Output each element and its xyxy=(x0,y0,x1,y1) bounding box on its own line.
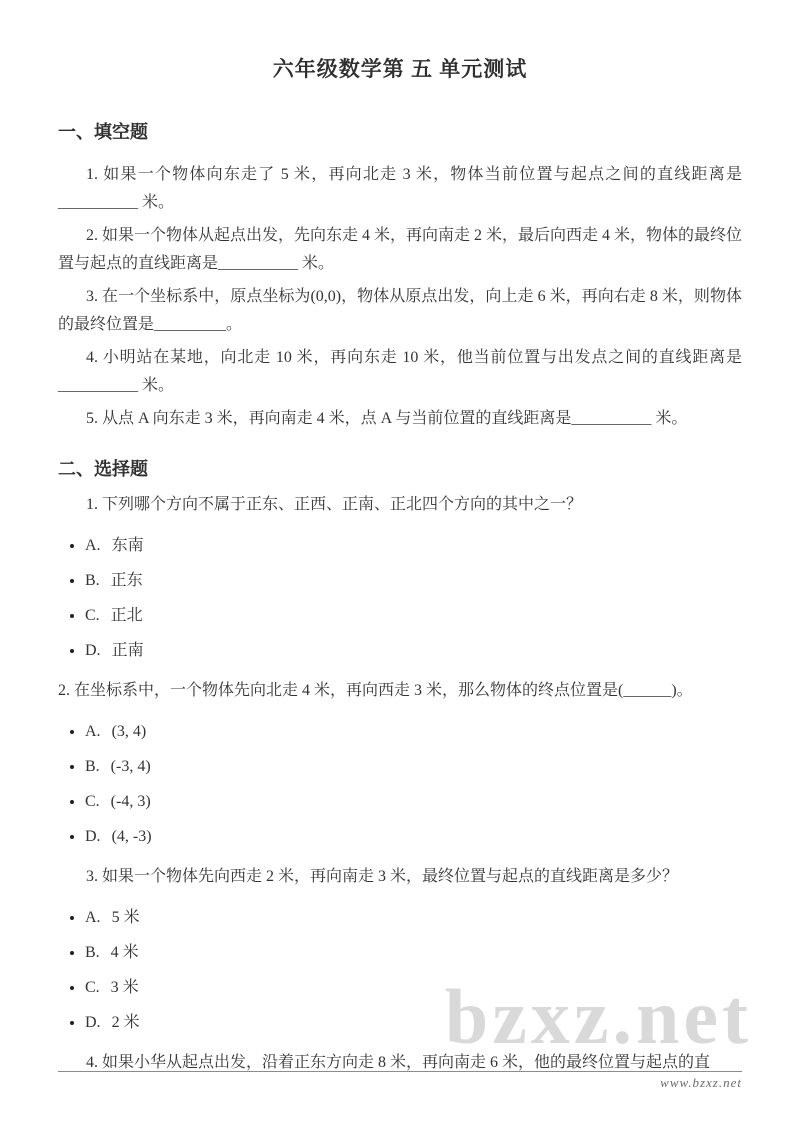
option-text: 正北 xyxy=(110,607,143,624)
option-text: 2 米 xyxy=(111,1014,140,1031)
choice-question-2-options xyxy=(58,714,742,854)
choice-question-3 xyxy=(58,863,742,891)
option-text: (3, 4) xyxy=(111,723,147,740)
option-item xyxy=(85,563,742,598)
option-text: 3 米 xyxy=(110,979,139,996)
question-text: 1. 如果一个物体向东走了 5 米，再向北走 3 米，物体当前位置与起点之间的直线距离是 xyxy=(86,166,742,183)
option-label: D. xyxy=(85,828,101,845)
option-text: (-4, 3) xyxy=(110,793,151,810)
question-text: 2. 在坐标系中，一个物体先向北走 4 米，再向西走 3 米，那么物体的终点位置是( xyxy=(58,682,624,699)
document-content xyxy=(0,54,800,1077)
answer-blank: __________ xyxy=(58,194,138,211)
option-item xyxy=(85,633,742,668)
option-item xyxy=(85,749,742,784)
question-text: 4. 如果小华从起点出发，沿着正东方向走 8 米，再向南走 6 米，他的最终位置与起点的直 xyxy=(86,1054,711,1071)
option-text: 4 米 xyxy=(110,944,139,961)
option-item xyxy=(85,598,742,633)
question-text: 米。 xyxy=(138,377,175,394)
option-text: 正东 xyxy=(110,572,143,589)
option-label: A. xyxy=(85,537,101,554)
page-footer xyxy=(58,1071,742,1092)
question-text: 米。 xyxy=(138,194,175,211)
option-text: (4, -3) xyxy=(111,828,152,845)
question-text: 3. 如果一个物体先向西走 2 米，再向南走 3 米，最终位置与起点的直线距离是多少？ xyxy=(86,868,679,885)
question-text: 4. 小明站在某地，向北走 10 米，再向东走 10 米，他当前位置与出发点之间的直线距离是 xyxy=(86,349,742,366)
question-text: 。 xyxy=(226,316,243,333)
question-text: )。 xyxy=(671,682,693,699)
option-item xyxy=(85,528,742,563)
fill-question-4 xyxy=(58,344,742,400)
fill-section-heading: 一、填空题 xyxy=(58,122,148,142)
choice-question-1 xyxy=(58,491,742,519)
choice-section-heading: 二、选择题 xyxy=(58,459,148,479)
option-item xyxy=(85,935,742,970)
answer-blank: __________ xyxy=(571,410,652,427)
option-label: B. xyxy=(85,758,100,775)
answer-blank: __________ xyxy=(58,377,138,394)
question-text: 2. 如果一个物体从起点出发，先向东走 4 米，再向南走 2 米，最后向西走 4 米，物体的最终位置与起点的直线距离是 xyxy=(58,227,743,272)
option-label: A. xyxy=(85,723,101,740)
question-text: 米。 xyxy=(298,255,335,272)
option-label: A. xyxy=(85,909,101,926)
option-label: B. xyxy=(85,944,100,961)
option-label: B. xyxy=(85,572,100,589)
question-text: 5. 从点 A 向东走 3 米，再向南走 4 米，点 A 与当前位置的直线距离是 xyxy=(86,410,572,427)
question-text: 3. 在一个坐标系中，原点坐标为(0,0)，物体从原点出发，向上走 6 米，再向右走 8 米，则物体的最终位置是 xyxy=(58,288,742,333)
choice-question-2 xyxy=(58,677,742,705)
answer-blank: ______ xyxy=(623,682,672,699)
answer-blank: _________ xyxy=(154,316,227,333)
option-label: C. xyxy=(85,793,100,810)
option-item xyxy=(85,970,742,1005)
option-item xyxy=(85,900,742,935)
question-text: 1. 下列哪个方向不属于正东、正西、正南、正北四个方向的其中之一？ xyxy=(86,496,583,513)
page-title: 六年级数学第 五 单元测试 xyxy=(272,57,528,81)
footer-url: www.bzxz.net xyxy=(660,1075,742,1090)
question-text: 米。 xyxy=(651,410,688,427)
option-text: 5 米 xyxy=(111,909,140,926)
option-item xyxy=(85,819,742,854)
option-label: C. xyxy=(85,607,100,624)
option-item xyxy=(85,784,742,819)
option-label: D. xyxy=(85,1014,101,1031)
watermark-text: bzxz.net xyxy=(444,973,752,1060)
option-text: 东南 xyxy=(111,537,144,554)
option-label: C. xyxy=(85,979,100,996)
fill-question-5 xyxy=(58,405,742,433)
fill-question-3 xyxy=(58,283,742,339)
option-text: (-3, 4) xyxy=(110,758,151,775)
choice-question-3-options xyxy=(58,900,742,1040)
fill-question-2 xyxy=(58,222,742,278)
option-item xyxy=(85,1005,742,1040)
choice-question-1-options xyxy=(58,528,742,668)
option-item xyxy=(85,714,742,749)
fill-question-1 xyxy=(58,161,742,217)
option-label: D. xyxy=(85,642,101,659)
option-text: 正南 xyxy=(111,642,144,659)
answer-blank: __________ xyxy=(218,255,299,272)
